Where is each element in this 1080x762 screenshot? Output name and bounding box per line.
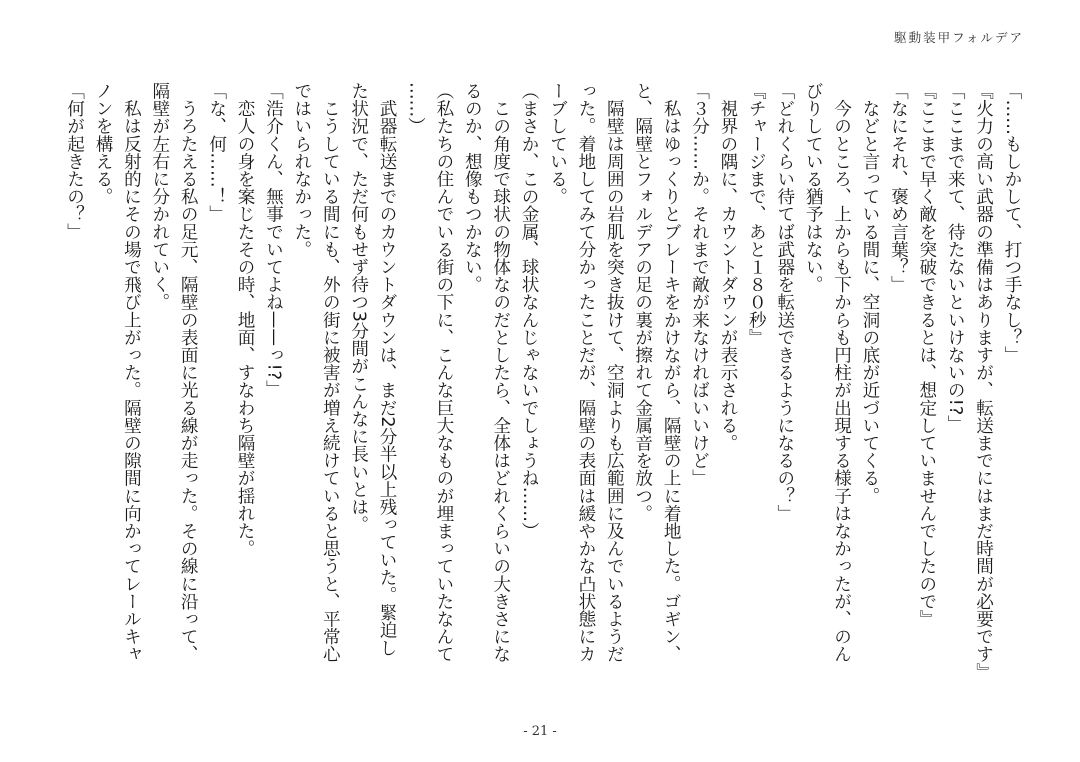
- text-line: ……）: [405, 82, 426, 135]
- page-number: - 21 -: [523, 724, 557, 739]
- text-line: 「ここまで来て、待たないといけないの!?」: [945, 82, 966, 433]
- text-line: るのか、想像もつかない。: [462, 82, 483, 294]
- text-line: た状況で、ただ何もせず待つ3分間がこんなに長いとは。: [348, 82, 369, 534]
- text-line: 「何が起きたの？」: [64, 82, 85, 241]
- text-line: 恋人の身を案じたその時、地面、すなわち隔壁が揺れた。: [235, 82, 256, 558]
- text-line: 隔壁は周囲の岩肌を突き抜けて、空洞よりも広範囲に及んでいるようだ: [604, 82, 625, 663]
- text-line: 今のところ、上からも下からも円柱が出現する様子はなかったが、のん: [831, 82, 852, 663]
- text-line: と、隔壁とフォルデアの足の裏が擦れて金属音を放つ。: [632, 82, 653, 522]
- text-line: ではいられなかった。: [291, 82, 312, 258]
- text-line: 私はゆっくりとブレーキをかけながら、隔壁の上に着地した。ゴギン、: [661, 82, 682, 663]
- text-line: ーブしている。: [547, 82, 568, 206]
- text-line: （私たちの住んでいる街の下に、こんな巨大なものが埋まっていたなんて: [433, 82, 454, 663]
- text-line: 「３分……か。それまで敵が来なければいいけど」: [689, 82, 710, 487]
- vertical-body-text: [60, 82, 1026, 692]
- text-line: 武器転送までのカウントダウンは、まだ2分半以上残っていた。緊迫し: [377, 82, 398, 657]
- text-line: びりしている猶予はない。: [803, 82, 824, 294]
- text-line: 「な、何……！」: [206, 82, 227, 223]
- text-line: 『火力の高い武器の準備はありますが、転送までにはまだ時間が必要です』: [973, 82, 994, 681]
- text-line: 「……もしかして、打つ手なし？」: [1002, 82, 1022, 364]
- text-line: うろたえる私の足元、隔壁の表面に光る線が走った。その線に沿って、: [178, 82, 199, 663]
- text-line: 私は反射的にその場で飛び上がった。隔壁の隙間に向かってレールキャ: [121, 82, 142, 663]
- text-line: 視界の隅に、カウントダウンが表示される。: [717, 82, 738, 452]
- text-line: 『ここまで早く敵を突破できるとは、想定していませんでしたので』: [916, 82, 937, 628]
- text-line: 「浩介くん、無事でいてよね——っ!?」: [263, 82, 284, 398]
- text-line: ノンを構える。: [93, 82, 113, 206]
- text-line: 『チャージまで、あと１８０秒』: [746, 82, 767, 346]
- running-header: 駆動装甲フォルデア: [894, 30, 1024, 45]
- text-line: 「なにそれ、褒め言葉？」: [888, 82, 909, 294]
- text-line: 「どれくらい待てば武器を転送できるようになるの？」: [774, 82, 795, 522]
- text-line: った。着地してみて分かったことだが、隔壁の表面は緩やかな凸状態にカ: [575, 82, 596, 663]
- text-line: などと言っている間に、空洞の底が近づいてくる。: [859, 82, 880, 505]
- text-line: こうしている間にも、外の街に被害が増え続けていると思うと、平常心: [320, 82, 341, 663]
- text-line: 隔壁が左右に分かれていく。: [149, 82, 170, 311]
- text-line: （まさか、この金属、球状なんじゃないでしょうね……）: [519, 82, 540, 540]
- text-line: この角度で球状の物体なのだとしたら、全体はどれくらいの大きさにな: [490, 82, 511, 663]
